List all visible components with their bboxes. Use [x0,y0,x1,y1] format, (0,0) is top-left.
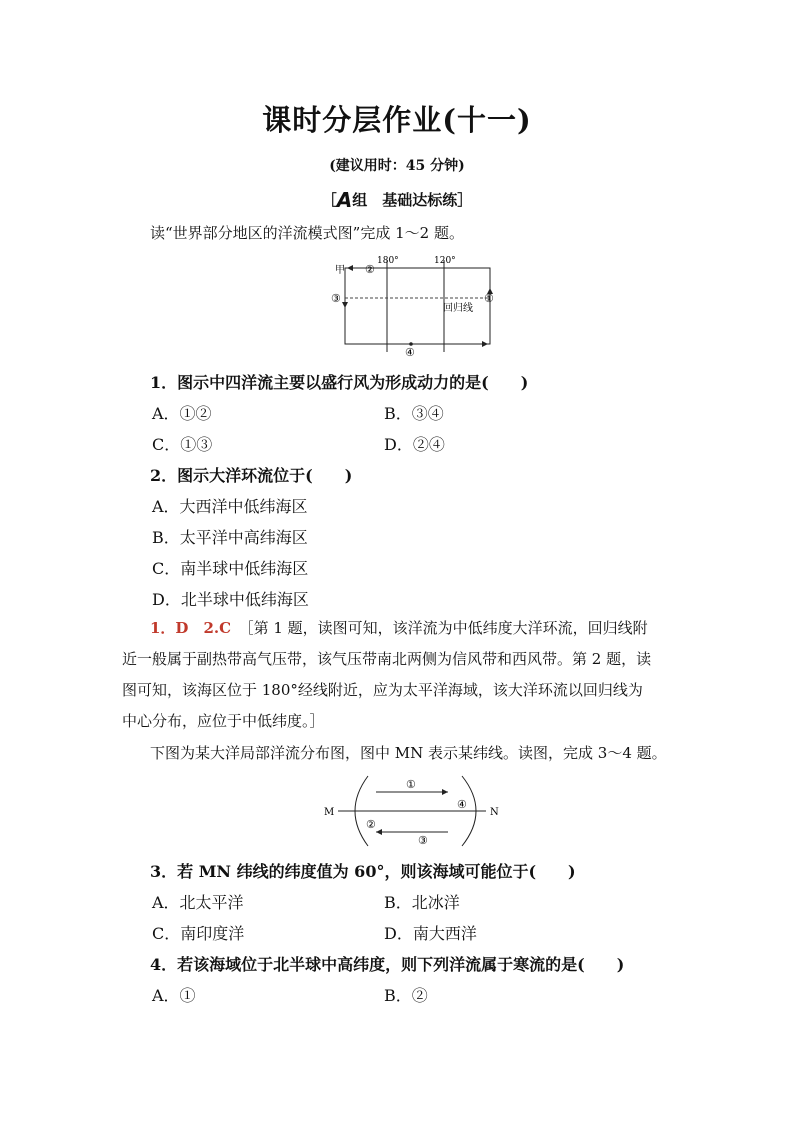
question-3-option-b[interactable]: B．北冰洋 [384,893,460,912]
answer-line-1 [150,613,648,644]
label-current-1: ① [406,778,416,791]
question-1-option-b[interactable]: B．③④ [384,404,444,423]
question-3-stem: 3．若 MN 纬线的纬度值为 60°，则该海域可能位于( ) [150,862,576,881]
answer-key: 1．D 2.C [150,619,232,637]
label-lon-120: 120° [434,256,456,266]
question-2-stem: 2．图示大洋环流位于( ) [150,466,353,485]
label-current-2: ② [366,818,376,831]
arrowhead-current-1 [442,789,448,795]
arrow-left-south [342,302,348,308]
group-badge: A [336,188,353,212]
question-2-option-b[interactable]: B．太平洋中高纬海区 [152,528,308,547]
intro-questions-3-4: 下图为某大洋局部洋流分布图，图中 MN 表示某纬线。读图，完成 3～4 题。 [150,744,667,762]
ocean-current-figure-1 [325,252,505,362]
time-note: (建议用时：45 分钟) [329,158,465,174]
question-2-option-c[interactable]: C．南半球中低纬海区 [152,559,309,578]
answer-line-2: 近一般属于副热带高气压带，该气压带南北两侧为信风带和西风带。第 2 题，读 [122,650,652,668]
ocean-current-figure-2 [318,770,508,850]
label-current-1: ① [484,292,494,305]
label-lon-180: 180° [377,256,399,266]
question-4-option-a[interactable]: A．① [152,986,196,1005]
question-1-option-c[interactable]: C．①③ [152,435,213,454]
answer-line-4: 中心分布，应位于中低纬度。］ [122,712,325,730]
arrow-bottom-east [482,341,488,347]
page-title: 课时分层作业(十一) [262,103,532,137]
group-heading [0,188,794,212]
label-n: N [490,807,499,818]
arrowhead-current-3 [376,829,382,835]
label-m: M [324,807,335,818]
question-3-option-c[interactable]: C．南印度洋 [152,924,245,943]
label-tropic: 回归线 [443,303,473,314]
group-label: 组 基础达标练 [352,191,458,209]
arrow-top-west [347,265,353,271]
question-3-option-a[interactable]: A．北太平洋 [152,893,244,912]
question-1-option-a[interactable]: A．①② [152,404,212,423]
answer-explanation-1: ［第 1 题，读图可知，该洋流为中低纬度大洋环流，回归线附 [246,619,648,637]
question-4-option-b[interactable]: B．② [384,986,428,1005]
group-bracket-open: ［ [321,191,337,209]
question-4-stem: 4．若该海域位于北半球中高纬度，则下列洋流属于寒流的是( ) [150,955,625,974]
label-current-4: ④ [457,798,467,811]
label-current-4: ④ [405,346,415,359]
label-current-3: ③ [331,292,341,305]
question-1-option-d[interactable]: D．②④ [384,435,445,454]
question-2-option-d[interactable]: D．北半球中低纬海区 [152,590,309,609]
question-1-stem: 1．图示中四洋流主要以盛行风为形成动力的是( ) [150,373,529,392]
label-current-2: ② [365,263,375,276]
label-jia: 甲 [335,265,345,276]
intro-questions-1-2: 读“世界部分地区的洋流模式图”完成 1～2 题。 [150,224,464,242]
group-bracket-close: ］ [457,191,473,209]
answer-line-3: 图可知，该海区位于 180°经线附近，应为太平洋海域，该大洋环流以回归线为 [122,681,643,699]
question-2-option-a[interactable]: A．大西洋中低纬海区 [152,497,308,516]
question-3-option-d[interactable]: D．南大西洋 [384,924,477,943]
label-current-3: ③ [418,834,428,847]
